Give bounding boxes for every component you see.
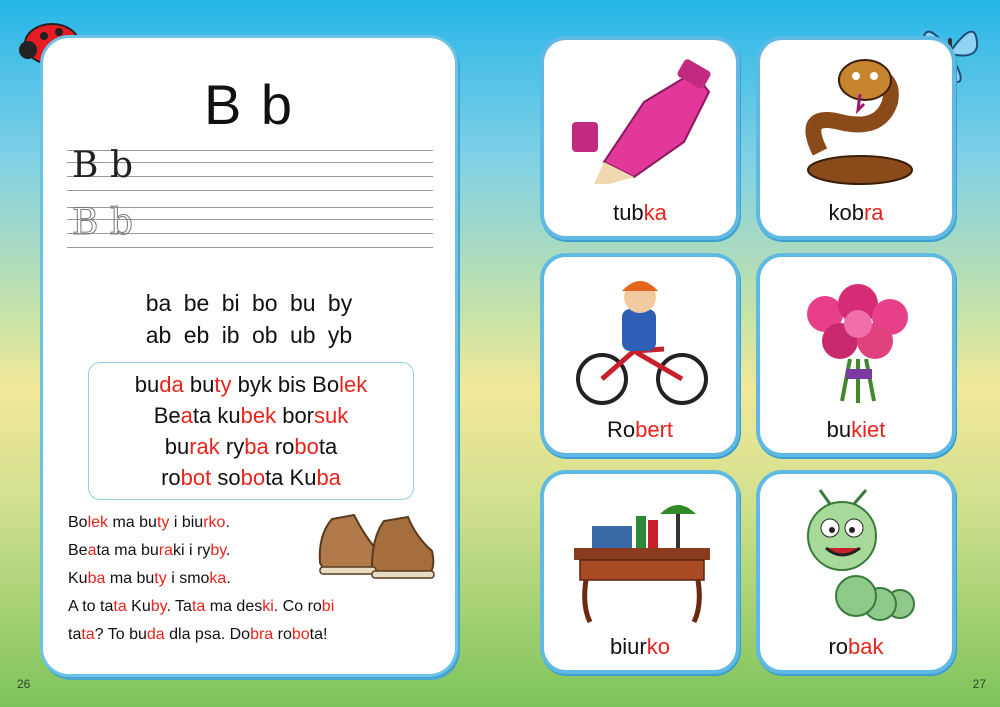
card-word xyxy=(760,417,952,443)
highlighted-syllable: suk xyxy=(314,403,349,428)
text-segment: . xyxy=(226,570,231,587)
highlighted-syllable: bra xyxy=(250,626,274,643)
word-line xyxy=(89,465,413,491)
text-segment: ro xyxy=(161,465,181,490)
highlighted-syllable: bo xyxy=(294,434,319,459)
text-segment: Ro xyxy=(606,417,636,442)
sentence-line xyxy=(68,570,231,588)
text-segment: ta ma bu xyxy=(96,542,159,559)
syllables-line-2: ab eb ib ob ub yb xyxy=(145,322,353,348)
highlighted-syllable: by xyxy=(210,542,227,559)
text-segment: i biu xyxy=(169,514,204,531)
script-letter-upper: B xyxy=(72,145,99,186)
text-segment: Be xyxy=(68,542,88,559)
text-segment: ta xyxy=(318,434,338,459)
card-robak xyxy=(760,474,952,670)
highlighted-syllable: ty xyxy=(156,514,170,531)
text-segment: bu xyxy=(134,372,160,397)
highlighted-syllable: ko xyxy=(646,634,670,659)
text-segment: i smo xyxy=(166,570,210,587)
text-segment: tub xyxy=(613,200,644,225)
card-word xyxy=(544,634,736,660)
card-word xyxy=(544,200,736,226)
text-segment: ma des xyxy=(205,598,263,615)
text-segment: bu xyxy=(183,372,215,397)
card-word xyxy=(544,417,736,443)
text-segment: ro xyxy=(273,626,292,643)
highlighted-syllable: da xyxy=(146,626,165,643)
page-number-left: 26 xyxy=(17,677,31,691)
highlighted-syllable: ka xyxy=(209,570,227,587)
highlighted-syllable: bak xyxy=(848,634,884,659)
text-segment: A to ta xyxy=(68,598,114,615)
text-segment: ro xyxy=(268,434,295,459)
highlighted-syllable: bert xyxy=(635,417,674,442)
text-segment: byk bis Bo xyxy=(231,372,340,397)
text-segment: kob xyxy=(828,200,864,225)
highlighted-syllable: ra xyxy=(158,542,173,559)
card-kobra xyxy=(760,40,952,236)
highlighted-syllable: a xyxy=(180,403,193,428)
caterpillar-icon xyxy=(780,486,932,626)
highlighted-syllable: by xyxy=(150,598,167,615)
word-line xyxy=(89,403,413,429)
text-segment: . xyxy=(225,514,230,531)
shoes-icon xyxy=(312,505,440,585)
text-segment: biur xyxy=(610,634,647,659)
word-box xyxy=(88,362,414,500)
text-segment: ki i ry xyxy=(172,542,211,559)
word-line xyxy=(89,372,413,398)
traced-letter-lower: b xyxy=(110,202,134,243)
text-segment: ma bu xyxy=(108,514,157,531)
page-number-right: 27 xyxy=(972,677,986,691)
text-segment: ta Ku xyxy=(265,465,317,490)
highlighted-syllable: bek xyxy=(240,403,277,428)
card-robert xyxy=(544,257,736,453)
highlighted-syllable: lek xyxy=(339,372,368,397)
highlighted-syllable: bo xyxy=(240,465,266,490)
sentence-line xyxy=(68,598,334,616)
highlighted-syllable: ba xyxy=(87,570,106,587)
text-segment: ta ku xyxy=(192,403,241,428)
text-segment: Be xyxy=(153,403,181,428)
text-segment: ma bu xyxy=(105,570,155,587)
text-segment: ro xyxy=(828,634,849,659)
highlighted-syllable: ty xyxy=(214,372,232,397)
script-letter-lower: b xyxy=(110,145,134,186)
letter-heading: B b xyxy=(203,73,295,136)
word-line xyxy=(89,434,413,460)
text-segment: bu xyxy=(164,434,190,459)
highlighted-syllable: a xyxy=(87,542,97,559)
tube-icon xyxy=(564,52,716,192)
desk-icon xyxy=(564,486,716,626)
highlighted-syllable: rak xyxy=(189,434,220,459)
syllables-line-1: ba be bi bo bu by xyxy=(145,290,353,316)
card-word xyxy=(760,200,952,226)
highlighted-syllable: ta xyxy=(191,598,206,615)
card-tubka xyxy=(544,40,736,236)
sentence-line xyxy=(68,514,230,532)
traced-letter-upper: B xyxy=(72,202,99,243)
text-segment: . xyxy=(226,542,231,559)
text-segment: ta xyxy=(68,626,82,643)
highlighted-syllable: ta xyxy=(81,626,95,643)
card-biurko xyxy=(544,474,736,670)
sentence-line xyxy=(68,542,230,560)
sentence-line xyxy=(68,626,327,644)
text-segment: so xyxy=(211,465,241,490)
highlighted-syllable: lek xyxy=(87,514,109,531)
text-segment: dla psa. Do xyxy=(164,626,251,643)
highlighted-syllable: bot xyxy=(180,465,212,490)
highlighted-syllable: ty xyxy=(154,570,167,587)
text-segment: . Co ro xyxy=(273,598,322,615)
text-segment: ry xyxy=(219,434,245,459)
highlighted-syllable: bo xyxy=(291,626,310,643)
boy-on-bike-icon xyxy=(564,269,716,409)
text-segment: Ku xyxy=(68,570,88,587)
text-segment: Ku xyxy=(126,598,151,615)
highlighted-syllable: kiet xyxy=(851,417,886,442)
text-segment: bor xyxy=(276,403,315,428)
highlighted-syllable: da xyxy=(159,372,184,397)
bouquet-icon xyxy=(780,269,932,409)
highlighted-syllable: ka xyxy=(643,200,667,225)
highlighted-syllable: ta xyxy=(113,598,127,615)
text-segment: bu xyxy=(826,417,852,442)
highlighted-syllable: rko xyxy=(203,514,226,531)
highlighted-syllable: ba xyxy=(244,434,269,459)
highlighted-syllable: bi xyxy=(321,598,335,615)
card-bukiet xyxy=(760,257,952,453)
cobra-icon xyxy=(780,52,932,192)
card-word xyxy=(760,634,952,660)
text-segment: Bo xyxy=(68,514,88,531)
highlighted-syllable: ki xyxy=(262,598,274,615)
highlighted-syllable: ba xyxy=(316,465,341,490)
highlighted-syllable: ra xyxy=(863,200,884,225)
text-segment: . Ta xyxy=(166,598,192,615)
text-segment: ta! xyxy=(309,626,328,643)
text-segment: ? To bu xyxy=(94,626,147,643)
